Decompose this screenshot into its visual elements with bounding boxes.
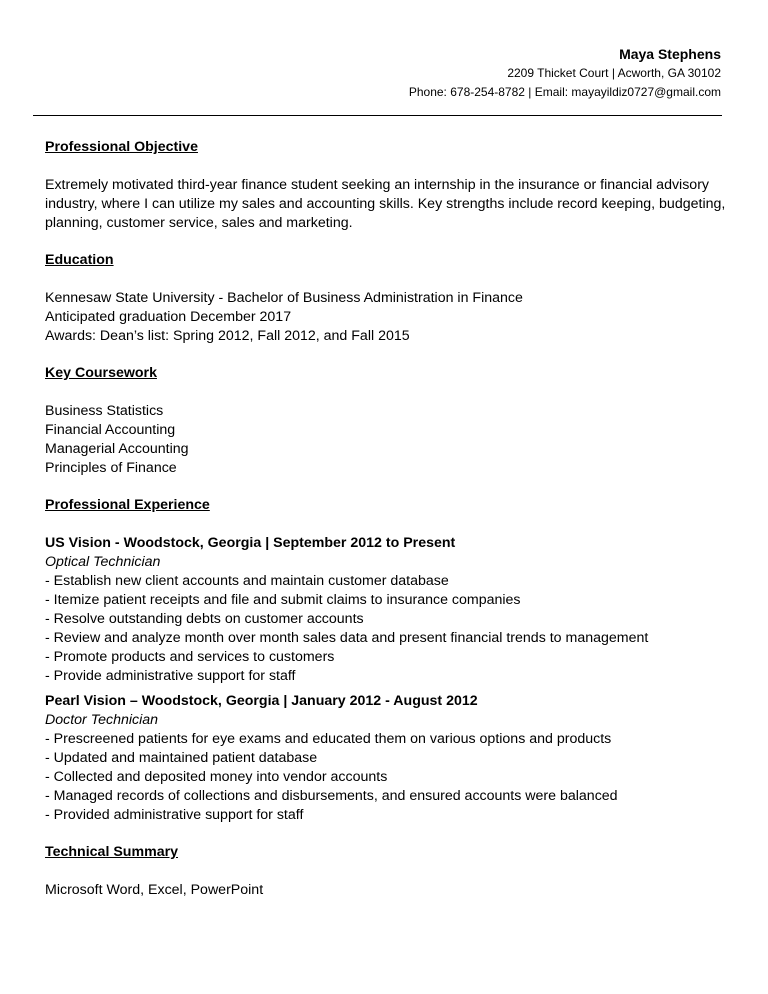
job-entry-pearl-vision: [45, 692, 725, 825]
list-item: Financial Accounting: [45, 422, 176, 438]
job-title: Doctor Technician: [45, 712, 159, 728]
job-bullet: - Review and analyze month over month sales data and present financial trends to management: [45, 630, 649, 646]
job-bullet: - Promote products and services to customers: [45, 649, 335, 665]
education-section: [45, 251, 725, 346]
candidate-name: Maya Stephens: [619, 46, 721, 62]
job-bullet: - Provided administrative support for staff: [45, 807, 304, 823]
technical-heading: Technical Summary: [45, 844, 178, 860]
education-graduation: Anticipated graduation December 2017: [45, 309, 292, 325]
job-bullet: - Collected and deposited money into vendor accounts: [45, 769, 388, 785]
resume-body: [45, 138, 725, 900]
list-item: Managerial Accounting: [45, 441, 189, 457]
education-heading: Education: [45, 252, 114, 268]
candidate-address: 2209 Thicket Court | Acworth, GA 30102: [507, 66, 721, 80]
job-header: Pearl Vision – Woodstock, Georgia | January 2012 - August 2012: [45, 693, 478, 709]
objective-text: [45, 176, 725, 233]
coursework-list: [45, 402, 725, 478]
job-bullet: - Establish new client accounts and maintain customer database: [45, 573, 449, 589]
technical-skills: Microsoft Word, Excel, PowerPoint: [45, 882, 264, 898]
objective-line: planning, customer service, sales and marketing.: [45, 215, 353, 231]
experience-heading: Professional Experience: [45, 497, 210, 513]
coursework-heading: Key Coursework: [45, 365, 157, 381]
list-item: Business Statistics: [45, 403, 164, 419]
education-awards: Awards: Dean’s list: Spring 2012, Fall 2012, and Fall 2015: [45, 328, 410, 344]
objective-section: [45, 138, 725, 233]
job-bullet: - Resolve outstanding debts on customer accounts: [45, 611, 364, 627]
header-divider: [33, 115, 722, 116]
job-entry-us-vision: [45, 534, 725, 686]
experience-section: [45, 496, 725, 825]
education-degree: Kennesaw State University - Bachelor of Business Administration in Finance: [45, 290, 523, 306]
objective-line: industry, where I can utilize my sales and accounting skills. Key strengths include record keeping, budgeting,: [45, 196, 726, 212]
candidate-contact: Phone: 678-254-8782 | Email: mayayildiz0727@gmail.com: [408, 85, 721, 99]
technical-section: [45, 843, 725, 900]
job-bullet: - Managed records of collections and disbursements, and ensured accounts were balanced: [45, 788, 618, 804]
job-title: Optical Technician: [45, 554, 161, 570]
job-header: US Vision - Woodstock, Georgia | September 2012 to Present: [45, 535, 456, 551]
coursework-section: [45, 364, 725, 478]
resume-header: [409, 44, 721, 102]
job-bullet: - Provide administrative support for staff: [45, 668, 296, 684]
job-bullet: - Itemize patient receipts and file and submit claims to insurance companies: [45, 592, 521, 608]
education-details: [45, 289, 725, 346]
objective-line: Extremely motivated third-year finance student seeking an internship in the insurance or financial advisory: [45, 177, 710, 193]
objective-heading: Professional Objective: [45, 139, 198, 155]
job-bullet: - Updated and maintained patient database: [45, 750, 318, 766]
job-bullet: - Prescreened patients for eye exams and educated them on various options and products: [45, 731, 612, 747]
list-item: Principles of Finance: [45, 460, 177, 476]
